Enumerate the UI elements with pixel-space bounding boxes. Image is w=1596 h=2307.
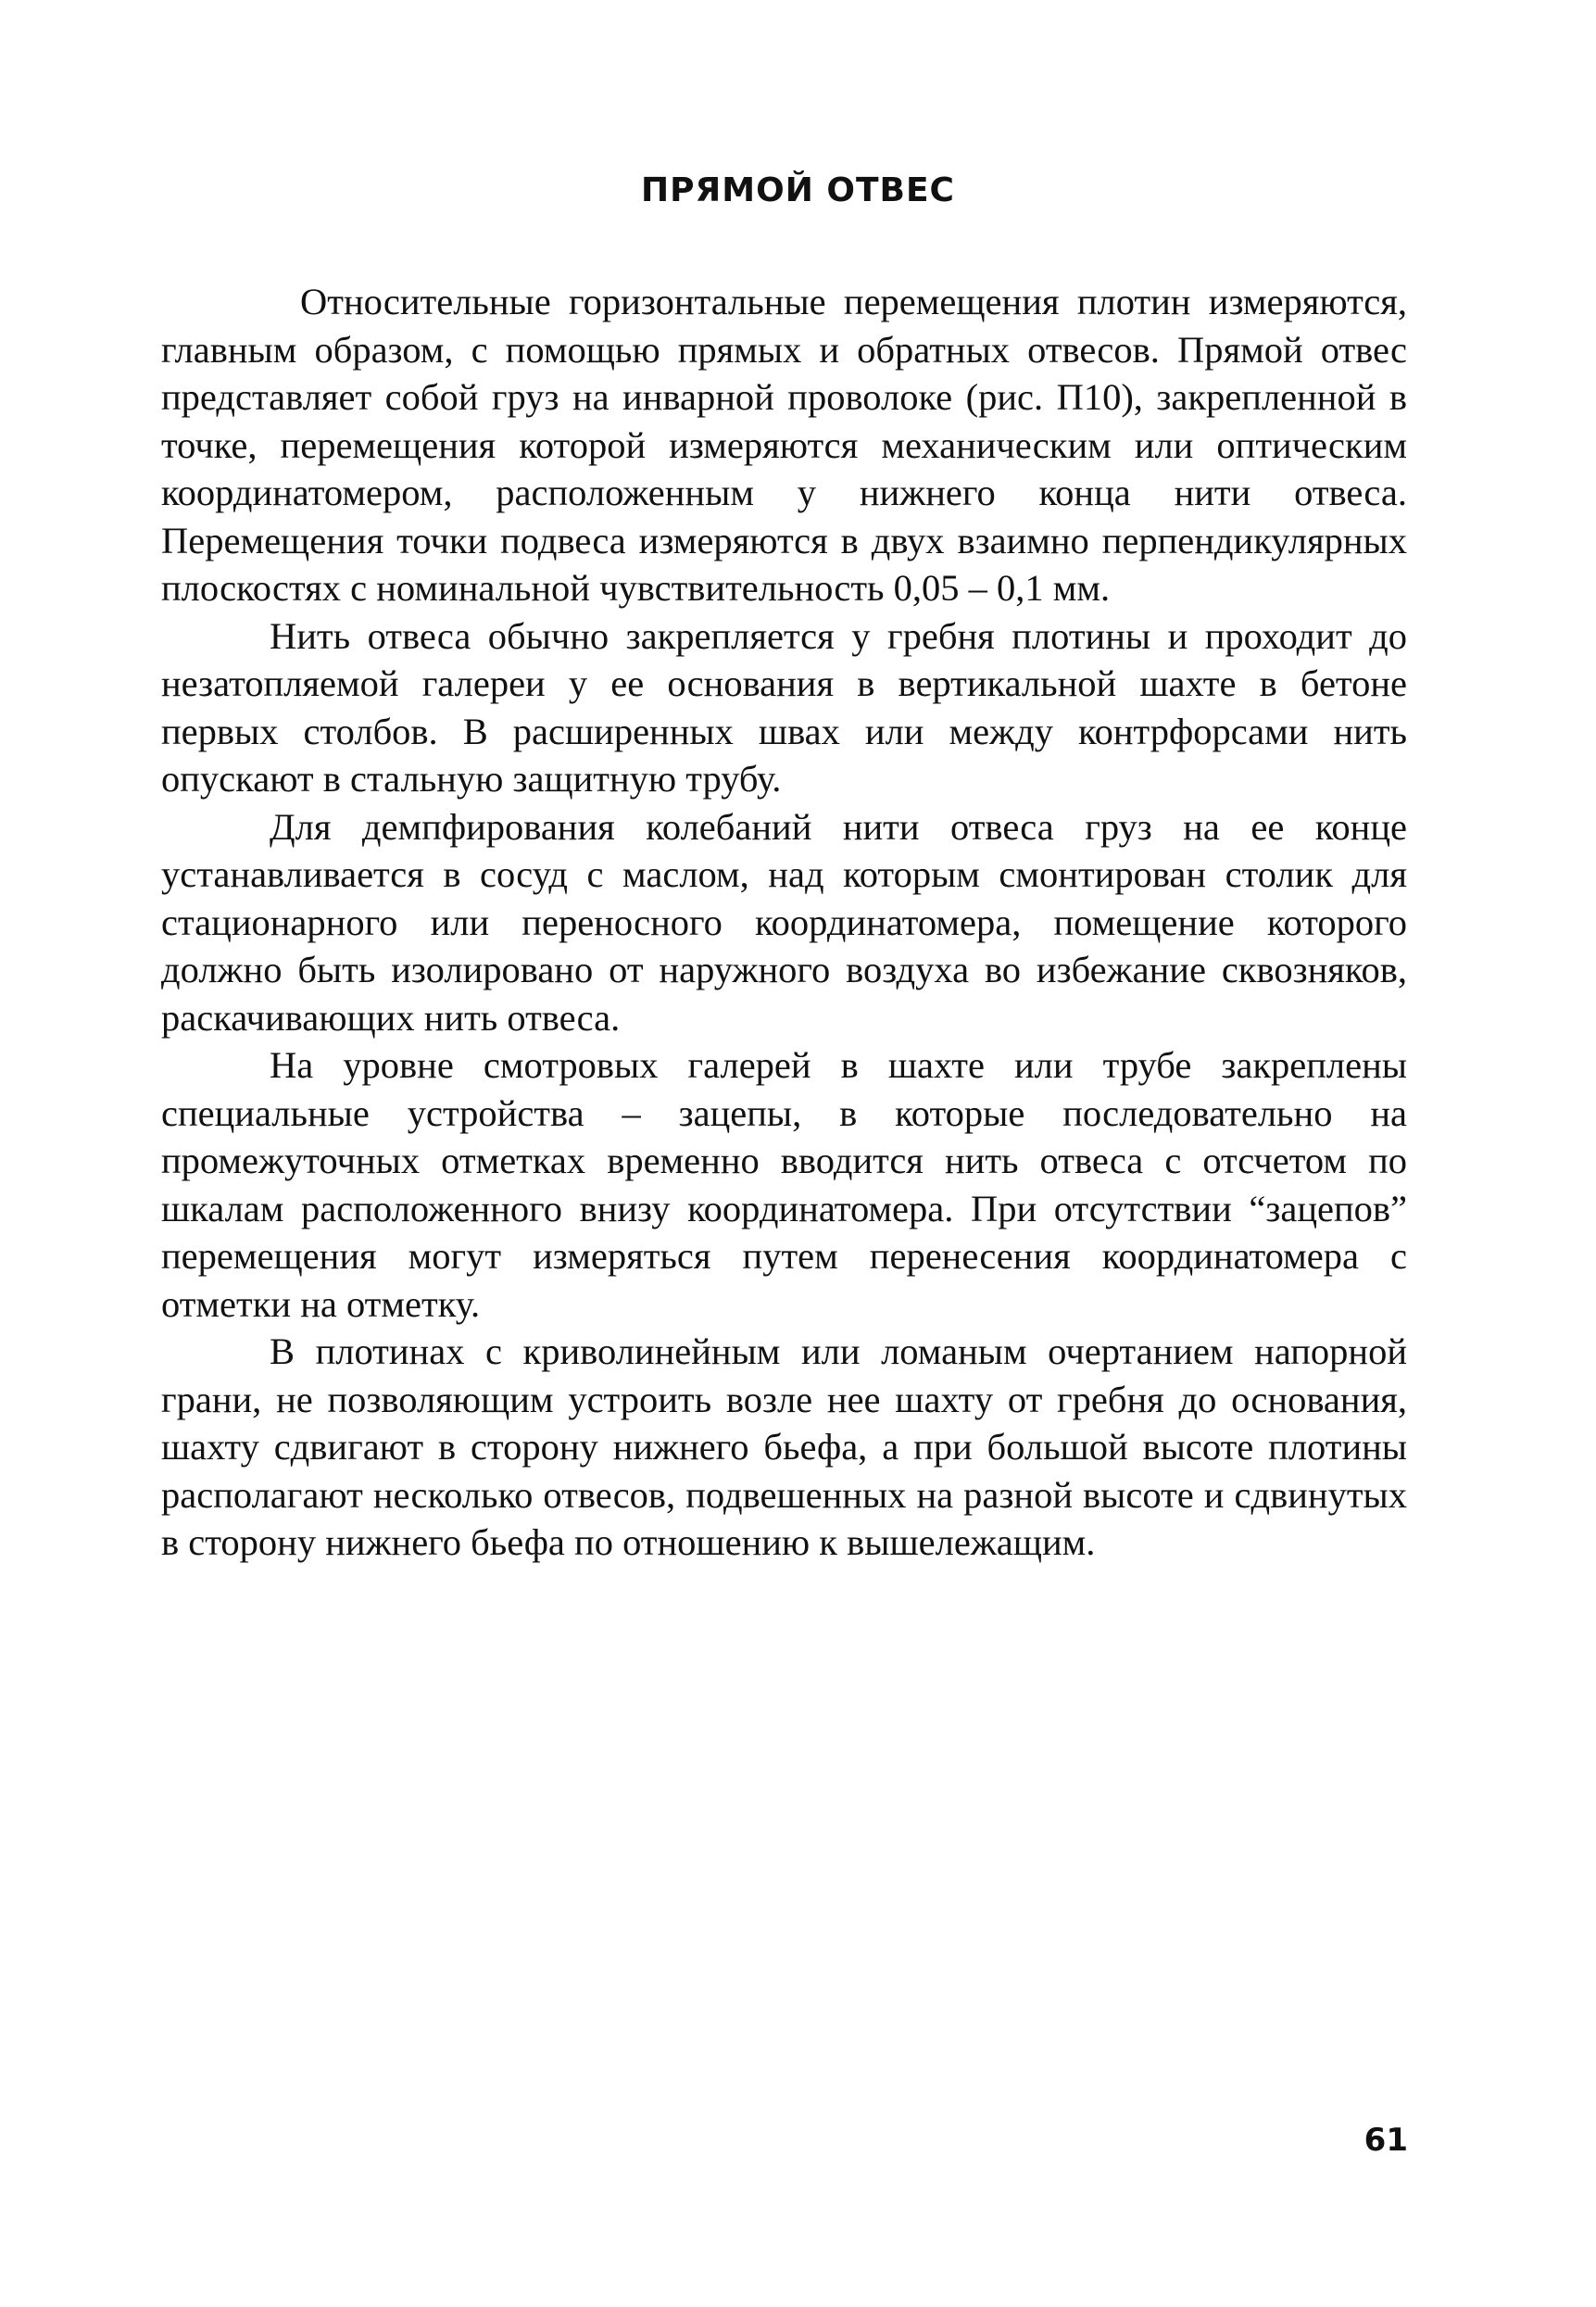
paragraph-5: В плотинах с криволинейным или ломаным очертанием напорной грани, не позволяющим устроить возле нее шахту от гребня до основания, шахту сдвигают в сторону нижнего бьефа, а при большой высоте плотины располагают несколько отвесов, подвешенных на разной высоте и сдвинутых в сторону нижнего бьефа по отношению к вышележащим. [161,1330,1407,1563]
page-number: 61 [1364,2122,1408,2159]
paragraph-1: Относительные горизонтальные перемещения плотин измеряются, главным образом, с помощью прямых и обратных отвесов. Прямой отвес представляет собой груз на инварной проволоке (рис. П10), закрепленной в точке, перемещения которой измеряются механическим или оптическим координатомером, расположенным у нижнего конца нити отвеса. Перемещения точки подвеса измеряются в двух взаимно перпендикулярных плоскостях с номинальной чувствительность 0,05 – 0,1 мм. [161,281,1407,609]
paragraph-4: На уровне смотровых галерей в шахте или трубе закреплены специальные устройства – зацепы, в которые последовательно на промежуточных отметках временно вводится нить отвеса с отсчетом по шкалам расположенного внизу координатомера. При отсутствии “зацепов” перемещения могут измеряться путем перенесения координатомера с отметки на отметку. [161,1044,1407,1325]
page-title: ПРЯМОЙ ОТВЕС [641,171,955,209]
paragraph-3: Для демпфирования колебаний нити отвеса груз на ее конце устанавливается в сосуд с маслом, над которым смонтирован столик для стационарного или переносного координатомера, помещение которого должно быть изолировано от наружного воздуха во избежание сквозняков, раскачивающих нить отвеса. [161,805,1407,1039]
paragraph-2: Нить отвеса обычно закрепляется у гребня плотины и проходит до незатопляемой галереи у ее основания в вертикальной шахте в бетоне первых столбов. В расширенных швах или между контрфорсами нить опускают в стальную защитную трубу. [161,614,1407,800]
body-text [161,278,1407,1567]
